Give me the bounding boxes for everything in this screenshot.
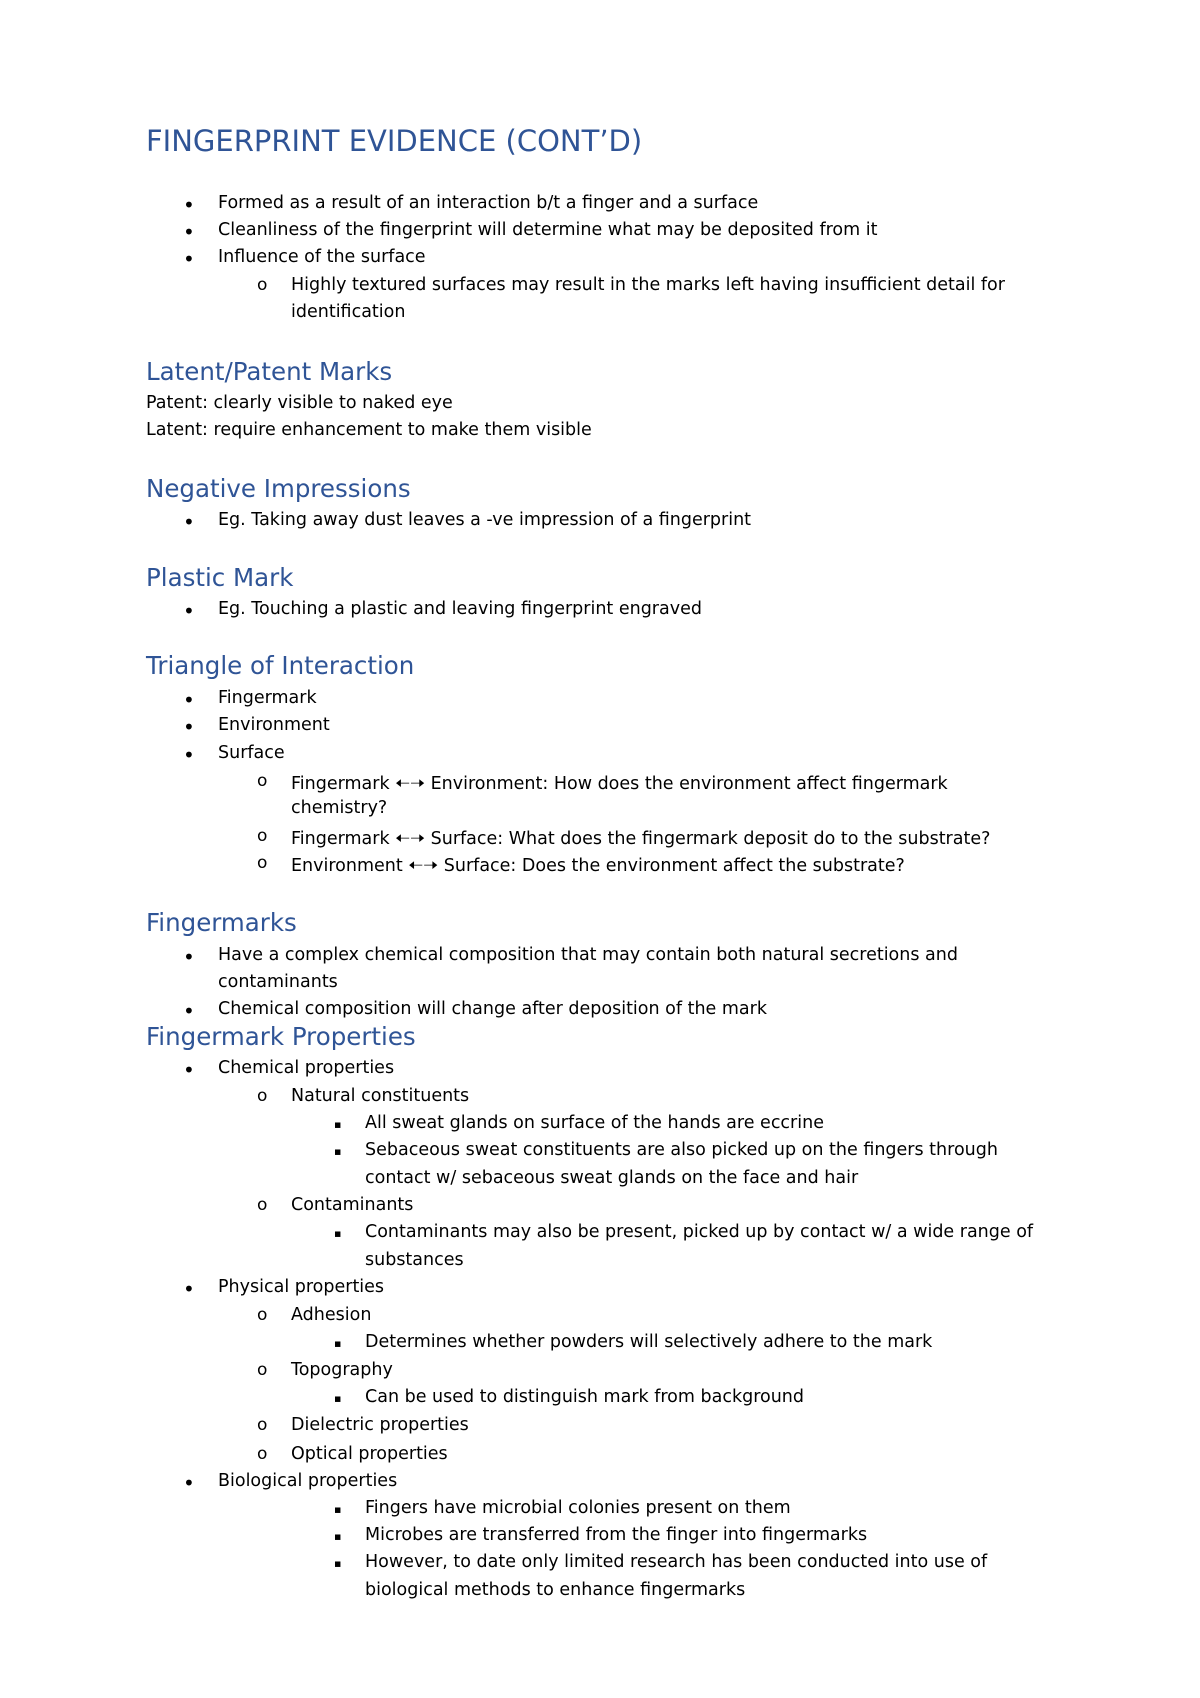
circle-marker: o	[257, 853, 268, 873]
bullet-marker: •	[183, 743, 195, 767]
section-heading-latent-patent: Latent/Patent Marks	[146, 357, 393, 386]
sub-list-item: Highly textured surfaces may result in the marks left having insufficient detail for	[291, 275, 1005, 295]
bullet-marker: •	[183, 999, 195, 1023]
circle-marker: o	[257, 826, 268, 846]
bullet-marker: •	[183, 220, 195, 244]
square-marker: ▪	[334, 1227, 342, 1240]
section-heading-negative-impressions: Negative Impressions	[146, 474, 411, 503]
bullet-marker: •	[183, 510, 195, 534]
sub-list-item: Dielectric properties	[291, 1415, 469, 1435]
list-item: Surface	[218, 743, 285, 763]
square-marker: ▪	[334, 1337, 342, 1350]
bullet-marker: •	[183, 1471, 195, 1495]
list-item: Fingermark	[218, 688, 317, 708]
sub-list-item-continuation: identification	[291, 302, 406, 322]
bullet-marker: •	[183, 715, 195, 739]
square-marker: ▪	[334, 1503, 342, 1516]
square-marker: ▪	[334, 1118, 342, 1131]
bullet-marker: •	[183, 247, 195, 271]
list-item: Cleanliness of the fingerprint will determine what may be deposited from it	[218, 220, 878, 240]
sub-list-item: Adhesion	[291, 1305, 372, 1325]
sub-sub-list-item: Can be used to distinguish mark from background	[365, 1387, 805, 1407]
bullet-marker: •	[183, 945, 195, 969]
sub-sub-list-item-continuation: contact w/ sebaceous sweat glands on the face and hair	[365, 1168, 859, 1188]
sub-sub-list-item: Determines whether powders will selectively adhere to the mark	[365, 1332, 933, 1352]
list-item: Biological properties	[218, 1471, 398, 1491]
circle-marker: o	[257, 1195, 268, 1215]
list-item: Have a complex chemical composition that may contain both natural secretions and	[218, 945, 958, 965]
sub-list-item: Environment 🠠🠢 Surface: Does the environment affect the substrate?	[291, 856, 905, 876]
list-item: Chemical composition will change after deposition of the mark	[218, 999, 767, 1019]
section-heading-fingermark-properties: Fingermark Properties	[146, 1022, 416, 1051]
sub-sub-list-item: Microbes are transferred from the finger into fingermarks	[365, 1525, 868, 1545]
section-heading-fingermarks: Fingermarks	[146, 908, 297, 937]
square-marker: ▪	[334, 1557, 342, 1570]
sub-sub-list-item: Sebaceous sweat constituents are also picked up on the fingers through	[365, 1140, 998, 1160]
sub-sub-list-item-continuation: biological methods to enhance fingermarks	[365, 1580, 746, 1600]
list-item-continuation: contaminants	[218, 972, 338, 992]
sub-sub-list-item: Fingers have microbial colonies present on them	[365, 1498, 791, 1518]
bullet-marker: •	[183, 1058, 195, 1082]
sub-list-item: Natural constituents	[291, 1086, 470, 1106]
circle-marker: o	[257, 1360, 268, 1380]
sub-sub-list-item: All sweat glands on surface of the hands are eccrine	[365, 1113, 824, 1133]
list-item: Eg. Touching a plastic and leaving fingerprint engraved	[218, 599, 702, 619]
sub-sub-list-item: Contaminants may also be present, picked up by contact w/ a wide range of	[365, 1222, 1034, 1242]
circle-marker: o	[257, 275, 268, 295]
circle-marker: o	[257, 1305, 268, 1325]
patent-definition: Patent: clearly visible to naked eye	[146, 393, 453, 413]
sub-list-item: Optical properties	[291, 1444, 448, 1464]
bullet-marker: •	[183, 1277, 195, 1301]
square-marker: ▪	[334, 1145, 342, 1158]
list-item: Influence of the surface	[218, 247, 426, 267]
sub-sub-list-item: However, to date only limited research has been conducted into use of	[365, 1552, 988, 1572]
list-item: Environment	[218, 715, 330, 735]
sub-list-item: Fingermark 🠠🠢 Surface: What does the fingermark deposit do to the substrate?	[291, 829, 991, 849]
circle-marker: o	[257, 771, 268, 791]
square-marker: ▪	[334, 1530, 342, 1543]
latent-definition: Latent: require enhancement to make them visible	[146, 420, 592, 440]
section-heading-plastic-mark: Plastic Mark	[146, 563, 294, 592]
page-title: FINGERPRINT EVIDENCE (CONT’D)	[146, 124, 643, 158]
sub-list-item: Fingermark 🠠🠢 Environment: How does the environment affect fingermark	[291, 774, 948, 794]
bullet-marker: •	[183, 599, 195, 623]
sub-list-item: Topography	[291, 1360, 393, 1380]
bullet-marker: •	[183, 688, 195, 712]
list-item: Chemical properties	[218, 1058, 395, 1078]
bullet-marker: •	[183, 193, 195, 217]
circle-marker: o	[257, 1415, 268, 1435]
sub-sub-list-item-continuation: substances	[365, 1250, 464, 1270]
sub-list-item-continuation: chemistry?	[291, 798, 388, 818]
sub-list-item: Contaminants	[291, 1195, 414, 1215]
circle-marker: o	[257, 1086, 268, 1106]
list-item: Eg. Taking away dust leaves a -ve impression of a fingerprint	[218, 510, 752, 530]
square-marker: ▪	[334, 1392, 342, 1405]
circle-marker: o	[257, 1444, 268, 1464]
list-item: Formed as a result of an interaction b/t a finger and a surface	[218, 193, 759, 213]
list-item: Physical properties	[218, 1277, 385, 1297]
section-heading-triangle: Triangle of Interaction	[146, 651, 415, 680]
